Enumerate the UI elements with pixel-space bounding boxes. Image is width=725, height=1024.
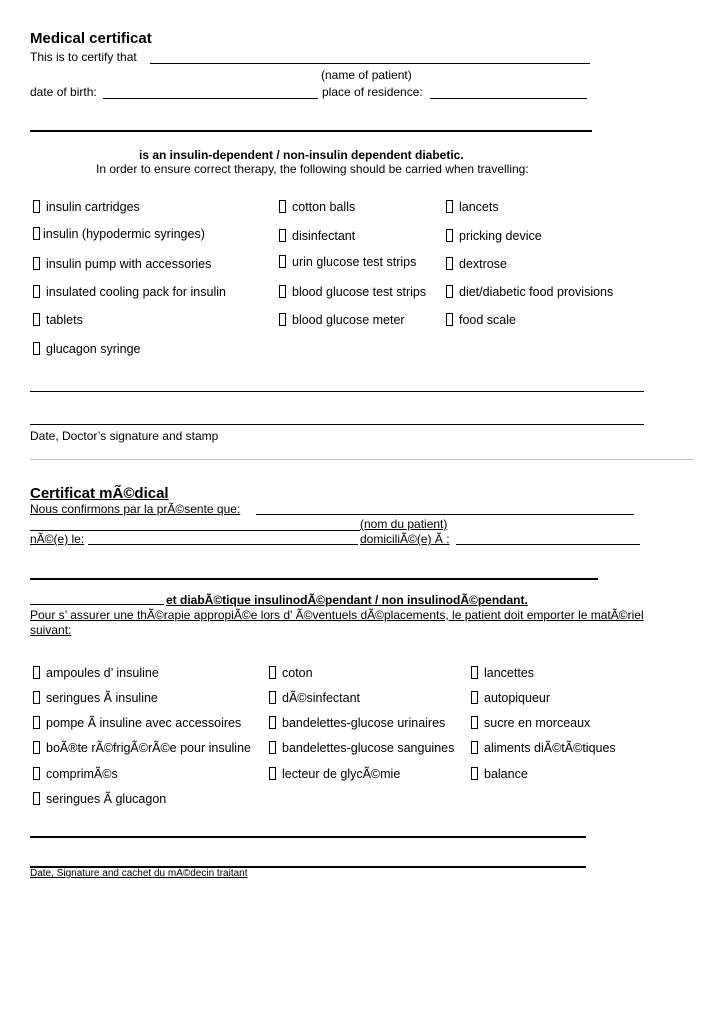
checkbox-bracket-icon — [279, 313, 286, 326]
checklist-item[interactable]: lancets — [446, 200, 499, 215]
checkbox-bracket-icon — [471, 691, 478, 704]
signature-label-en: Date, Doctor’s signature and stamp — [30, 429, 219, 443]
checklist-item[interactable]: food scale — [446, 313, 516, 328]
checklist-item[interactable]: insulin (hypodermic syringes) — [33, 227, 205, 242]
checkbox-bracket-icon — [446, 229, 453, 242]
checklist-item[interactable]: tablets — [33, 313, 83, 328]
checklist-item[interactable]: urin glucose test strips — [279, 255, 416, 270]
checklist-item-fr[interactable]: balance — [471, 767, 528, 782]
confirm-label: Nous confirmons par la prÃ©sente que: — [30, 502, 241, 516]
name-caption-fr: (nom du patient) — [360, 517, 448, 531]
checkbox-bracket-icon — [446, 200, 453, 213]
checkbox-bracket-icon — [269, 691, 276, 704]
signature-line-2[interactable] — [30, 424, 644, 425]
diabetic-statement: is an insulin-dependent / non-insulin dependent diabetic. — [139, 148, 464, 162]
checklist-item-fr[interactable]: comprimÃ©s — [33, 767, 118, 782]
checklist-item-fr[interactable]: ampoules d’ insuline — [33, 666, 159, 681]
checklist-item-fr[interactable]: seringues Ã insuline — [33, 691, 158, 706]
address-line[interactable] — [30, 130, 592, 132]
born-line[interactable] — [88, 544, 358, 545]
residence-label: place of residence: — [322, 85, 423, 99]
checkbox-bracket-icon — [33, 741, 40, 754]
domicile-label: domiciliÃ©(e) Ã : — [360, 532, 450, 546]
checkbox-bracket-icon — [279, 229, 286, 242]
checkbox-bracket-icon — [33, 313, 40, 326]
patient-name-line-fr[interactable] — [256, 514, 634, 515]
checkbox-bracket-icon — [446, 285, 453, 298]
checklist-item[interactable]: pricking device — [446, 229, 542, 244]
statement-prefix-line[interactable] — [30, 604, 164, 605]
certify-label: This is to certify that — [30, 50, 137, 64]
checklist-item-fr[interactable]: aliments diÃ©tÃ©tiques — [471, 741, 616, 756]
checkbox-bracket-icon — [33, 691, 40, 704]
checkbox-bracket-icon — [33, 792, 40, 805]
carry-instruction-fr-1: Pour s’ assurer une thÃ©rapie appropiÃ©e lors d’ Ã©ventuels dÃ©placements, le patient doit emporter le matÃ©riel — [30, 608, 644, 622]
checkbox-bracket-icon — [269, 767, 276, 780]
dob-line[interactable] — [103, 98, 318, 99]
checkbox-bracket-icon — [33, 767, 40, 780]
certificate-title-fr: Certificat mÃ©dical — [30, 485, 169, 502]
checklist-item-fr[interactable]: seringues Ã glucagon — [33, 792, 166, 807]
checklist-item-fr[interactable]: lecteur de glycÃ©mie — [269, 767, 400, 782]
signature-line-1[interactable] — [30, 391, 644, 392]
checkbox-bracket-icon — [33, 200, 40, 213]
checkbox-bracket-icon — [269, 716, 276, 729]
checklist-item[interactable]: blood glucose meter — [279, 313, 405, 328]
checklist-item[interactable]: cotton balls — [279, 200, 355, 215]
checkbox-bracket-icon — [33, 227, 40, 240]
checklist-item[interactable]: blood glucose test strips — [279, 285, 426, 300]
checkbox-bracket-icon — [471, 741, 478, 754]
carry-instruction-fr-2: suivant: — [30, 623, 72, 637]
born-label: nÃ©(e) le: — [30, 532, 85, 546]
checklist-item[interactable]: disinfectant — [279, 229, 355, 244]
patient-name-line[interactable] — [150, 63, 590, 64]
checklist-item[interactable]: insulin cartridges — [33, 200, 140, 215]
checklist-item-fr[interactable]: bandelettes-glucose urinaires — [269, 716, 445, 731]
checkbox-bracket-icon — [33, 716, 40, 729]
checkbox-bracket-icon — [33, 666, 40, 679]
signature-label-fr: Date, Signature and cachet du mÃ©decin traitant — [30, 868, 248, 879]
checklist-item-fr[interactable]: sucre en morceaux — [471, 716, 590, 731]
checkbox-bracket-icon — [446, 257, 453, 270]
name-caption: (name of patient) — [321, 68, 412, 82]
checkbox-bracket-icon — [279, 255, 286, 268]
checklist-item[interactable]: insulated cooling pack for insulin — [33, 285, 226, 300]
checkbox-bracket-icon — [269, 666, 276, 679]
address-line-fr[interactable] — [30, 578, 598, 580]
checklist-item-fr[interactable]: bandelettes-glucose sanguines — [269, 741, 454, 756]
checklist-item-fr[interactable]: pompe Ã insuline avec accessoires — [33, 716, 241, 731]
checkbox-bracket-icon — [33, 285, 40, 298]
checkbox-bracket-icon — [471, 716, 478, 729]
checklist-item-fr[interactable]: coton — [269, 666, 313, 681]
diabetic-statement-fr: et diabÃ©tique insulinodÃ©pendant / non insulinodÃ©pendant. — [166, 593, 528, 607]
checklist-item[interactable]: dextrose — [446, 257, 507, 272]
checkbox-bracket-icon — [269, 741, 276, 754]
checkbox-bracket-icon — [33, 257, 40, 270]
checkbox-bracket-icon — [279, 200, 286, 213]
checklist-item[interactable]: insulin pump with accessories — [33, 257, 211, 272]
checklist-item-fr[interactable]: dÃ©sinfectant — [269, 691, 360, 706]
checklist-item-fr[interactable]: lancettes — [471, 666, 534, 681]
dob-label: date of birth: — [30, 85, 97, 99]
carry-instruction: In order to ensure correct therapy, the following should be carried when travelling: — [96, 162, 529, 176]
checkbox-bracket-icon — [33, 342, 40, 355]
checklist-item[interactable]: glucagon syringe — [33, 342, 141, 357]
certificate-title-en: Medical certificat — [30, 30, 152, 47]
checkbox-bracket-icon — [279, 285, 286, 298]
checkbox-bracket-icon — [446, 313, 453, 326]
signature-line-fr-1[interactable] — [30, 836, 586, 838]
patient-name-line-fr-2[interactable] — [30, 530, 360, 531]
checklist-item[interactable]: diet/diabetic food provisions — [446, 285, 613, 300]
residence-line[interactable] — [430, 98, 587, 99]
domicile-line[interactable] — [456, 544, 640, 545]
checklist-item-fr[interactable]: autopiqueur — [471, 691, 550, 706]
section-divider — [30, 459, 694, 460]
checkbox-bracket-icon — [471, 767, 478, 780]
checklist-item-fr[interactable]: boÃ®te rÃ©frigÃ©rÃ©e pour insuline — [33, 741, 251, 756]
checkbox-bracket-icon — [471, 666, 478, 679]
